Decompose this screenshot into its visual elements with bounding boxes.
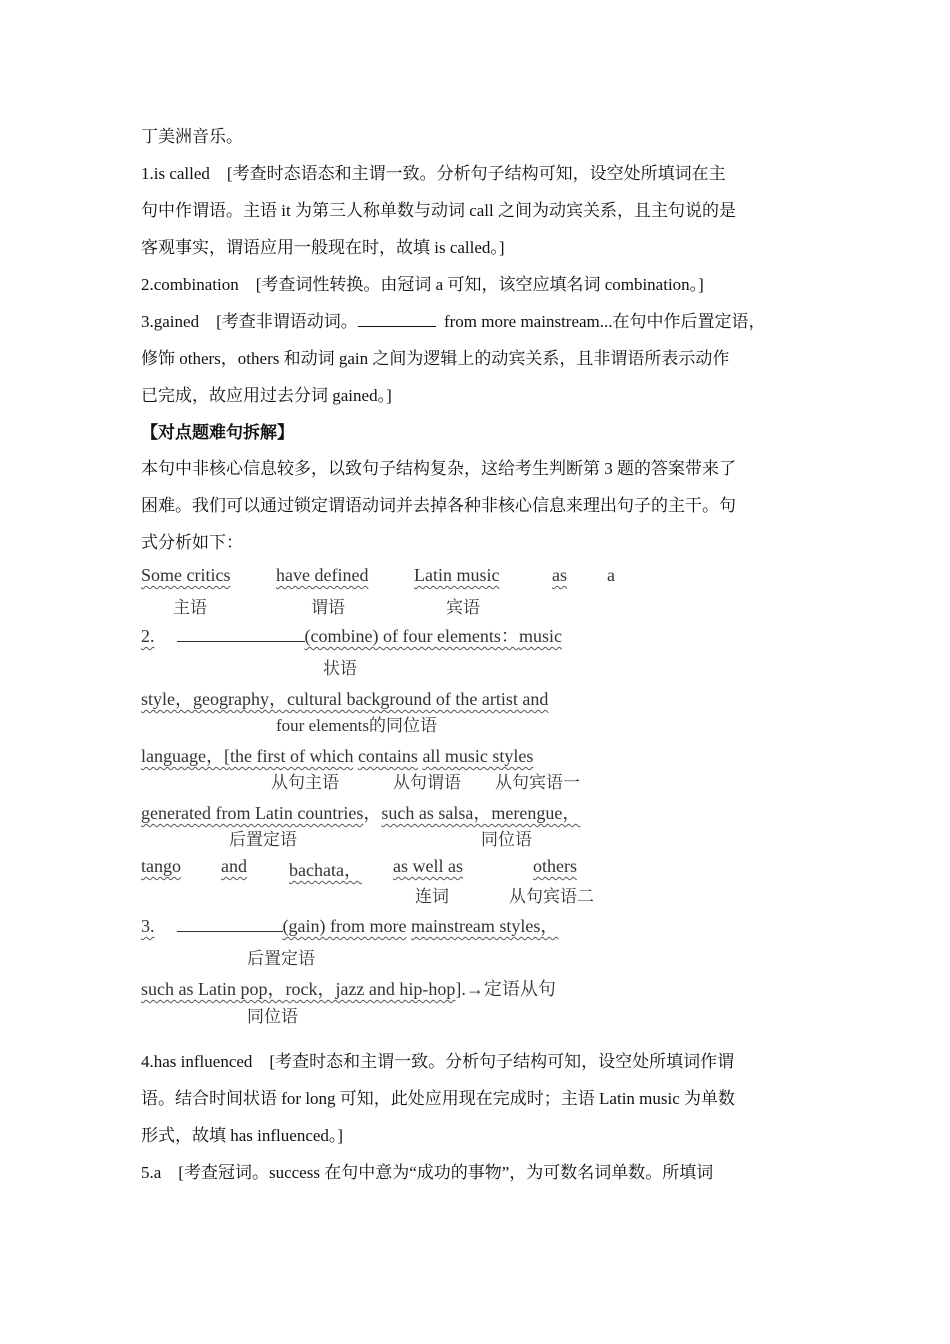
line-5 bbox=[141, 310, 766, 334]
fig-tango: tango bbox=[141, 856, 181, 876]
label-clause-predicate: 从句谓语 bbox=[393, 773, 461, 792]
attributive-clause-label: →定语从句 bbox=[465, 979, 556, 999]
clause-object: all music styles bbox=[422, 746, 534, 766]
language-word: language，[ bbox=[141, 746, 230, 766]
line-14: 5.a [考查冠词。success 在句中意为“成功的事物”，为可数名词单数。所填词 bbox=[141, 1163, 714, 1182]
line-9: 困难。我们可以通过锁定谓语动词并去掉各种非核心信息来理出句子的主干。句 bbox=[141, 496, 736, 515]
line-11: 4.has influenced [考查时态和主谓一致。分析句子结构可知，设空处所填词作谓 bbox=[141, 1052, 735, 1071]
label-appositive-1: four elements的同位语 bbox=[276, 716, 437, 735]
label-postmodifier-1: 后置定语 bbox=[229, 830, 297, 849]
line-12: 语。结合时间状语 for long 可知，此处应用现在完成时；主语 Latin music 为单数 bbox=[141, 1089, 736, 1108]
generated-from: generated from Latin countries bbox=[141, 803, 364, 823]
blank-2 bbox=[177, 625, 305, 642]
label-clause-object-2: 从句宾语二 bbox=[509, 887, 594, 906]
fig-row8 bbox=[141, 975, 556, 1001]
fig-row2 bbox=[141, 622, 562, 648]
clause-predicate: contains bbox=[357, 746, 418, 766]
fig-row7 bbox=[141, 912, 558, 938]
line-3: 客观事实，谓语应用一般现在时，故填 is called。] bbox=[141, 238, 505, 257]
label-appositive-3: 同位语 bbox=[247, 1007, 298, 1026]
music-word: music bbox=[518, 626, 562, 646]
line-0: 丁美洲音乐。 bbox=[141, 127, 243, 146]
combine-text: (combine) of four elements： bbox=[304, 626, 519, 646]
line-5-a: 3.gained [考查非谓语动词。 bbox=[141, 312, 358, 331]
line-10: 式分析如下： bbox=[141, 533, 243, 552]
fig-bachata: bachata， bbox=[289, 860, 362, 880]
line-1: 1.is called [考查时态语态和主谓一致。分析句子结构可知，设空处所填词在主 bbox=[141, 164, 726, 183]
gain-text: (gain) from more bbox=[282, 916, 407, 936]
fig-as: as bbox=[552, 565, 567, 585]
fig-and: and bbox=[221, 856, 247, 876]
label-postmodifier-2: 后置定语 bbox=[247, 949, 315, 968]
label-clause-object-1: 从句宾语一 bbox=[495, 773, 580, 792]
blank-3 bbox=[177, 915, 283, 932]
label-adverbial: 状语 bbox=[323, 659, 357, 678]
clause-subject: the first of which bbox=[229, 746, 354, 766]
fill-blank bbox=[358, 310, 436, 327]
line-2: 句中作谓语。主语 it 为第三人称单数与动词 call 之间为动宾关系，且主句说的是 bbox=[141, 201, 736, 220]
line-8: 本句中非核心信息较多，以致句子结构复杂，这给考生判断第 3 题的答案带来了 bbox=[141, 459, 736, 478]
num-3: 3. bbox=[141, 916, 155, 936]
sentence-analysis-figure bbox=[141, 562, 613, 1028]
line-4: 2.combination [考查词性转换。由冠词 a 可知，该空应填名词 combination。] bbox=[141, 275, 704, 294]
such-as-latin-pop: such as Latin pop，rock，jazz and hip-hop bbox=[141, 979, 456, 999]
label-conjunction: 连词 bbox=[415, 887, 449, 906]
such-as-salsa: such as salsa，merengue， bbox=[381, 803, 581, 823]
label-object: 宾语 bbox=[446, 598, 480, 617]
fig-predicate: have defined bbox=[276, 565, 369, 585]
line-5-b: from more mainstream...在句中作后置定语， bbox=[439, 312, 766, 331]
label-clause-subject: 从句主语 bbox=[271, 773, 339, 792]
label-subject: 主语 bbox=[173, 598, 207, 617]
fig-object: Latin music bbox=[414, 565, 500, 585]
fig-as-well-as: as well as bbox=[393, 856, 463, 876]
line-13: 形式，故填 has influenced。] bbox=[141, 1126, 344, 1145]
fig-a: a bbox=[607, 565, 615, 585]
fig-row4 bbox=[141, 742, 533, 768]
bracket-end: ]. bbox=[455, 979, 466, 999]
fig-row3: style，geography，cultural background of the artist and bbox=[141, 689, 549, 709]
fig-subject: Some critics bbox=[141, 565, 231, 585]
section-heading: 【对点题难句拆解】 bbox=[141, 423, 294, 442]
label-predicate: 谓语 bbox=[311, 598, 345, 617]
line-7: 已完成，故应用过去分词 gained。] bbox=[141, 386, 392, 405]
line-6: 修饰 others，others 和动词 gain 之间为逻辑上的动宾关系，且非谓语所表示动作 bbox=[141, 349, 730, 368]
comma: ， bbox=[363, 803, 382, 823]
num-2: 2. bbox=[141, 626, 155, 646]
mainstream-styles: mainstream styles， bbox=[410, 916, 559, 936]
label-appositive-2: 同位语 bbox=[481, 830, 532, 849]
fig-row5 bbox=[141, 799, 580, 825]
fig-others: others bbox=[533, 856, 577, 876]
